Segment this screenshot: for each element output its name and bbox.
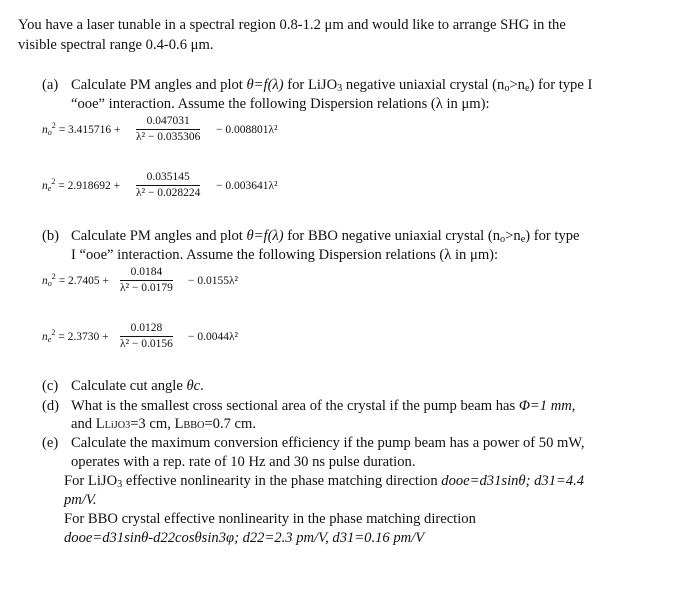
intro-line-2: visible spectral range 0.4-0.6 μm. — [18, 37, 214, 53]
part-a-label: (a) — [42, 77, 59, 93]
eq-b-e-tail: − 0.0044λ² — [188, 331, 239, 343]
part-e-line-3: For LiJO$_3$ effective nonlinearity in the phase matching direction dooe=d31sinθ; d31=4.4 — [64, 473, 585, 490]
part-d-line-1 — [71, 397, 575, 416]
eq-b-o-lhs: = 2.7405 + — [58, 275, 110, 287]
part-d-line2-mid: =3 cm, L — [130, 416, 184, 432]
eq-a-o-tail: − 0.008801λ² — [216, 124, 278, 136]
part-a-line1-mid2: negative uniaxial crystal (n — [342, 77, 505, 93]
part-d-line2-pre: and L — [71, 416, 105, 432]
part-b-label: (b) — [42, 228, 60, 244]
part-e-line3-post: effective nonlinearity in the phase matching direction — [122, 473, 442, 489]
intro-line-1: You have a laser tunable in a spectral region 0.8-1.2 μm and would like to arrange SHG in the — [18, 17, 566, 33]
eq-a-e: $n_e^2 = 2.918692$ + — [42, 177, 121, 193]
part-e-line3-formula: dooe=d31sinθ; d31=4.4 — [441, 473, 585, 489]
part-c-text: Calculate cut angle — [71, 378, 187, 394]
part-b-line-1: Calculate PM angles and plot θ=f(λ) for BBO negative uniaxial crystal $(n_o>n_e)$ for type — [71, 228, 580, 245]
part-e-line-1: Calculate the maximum conversion efficiency if the pump beam has a power of 50 mW, — [71, 435, 585, 451]
part-a-line1-post: ) for type I — [529, 77, 593, 93]
eq-a-e-den: λ² − 0.028224 — [136, 187, 201, 199]
part-c-sym: θc — [186, 378, 201, 394]
part-d-line2-post: =0.7 cm. — [204, 416, 257, 432]
part-d-line-2 — [71, 415, 256, 435]
part-e-line-5: For BBO crystal effective nonlinearity in the phase matching direction — [64, 511, 476, 527]
eq-a-o-lhs: = 3.415716 + — [58, 124, 121, 136]
eq-a-e-tail: − 0.003641λ² — [216, 180, 278, 192]
part-d-phi: Φ=1 mm, — [518, 398, 576, 414]
part-e-line3-pre: For LiJO — [64, 473, 118, 489]
part-a-line1-mid: for LiJO — [283, 77, 338, 93]
part-b-line1-post: for BBO negative uniaxial crystal (n — [283, 228, 501, 244]
eq-b-e-fraction — [120, 322, 173, 351]
part-b-line1-pre: Calculate PM angles and plot — [71, 228, 247, 244]
eq-a-o-den: λ² − 0.035306 — [136, 131, 201, 143]
eq-a-e-lhs: = 2.918692 + — [58, 180, 121, 192]
part-c-label: (c) — [42, 378, 59, 394]
part-d-line2-sub1: LiJO3 — [104, 420, 131, 431]
part-c-end: . — [200, 378, 204, 394]
eq-b-e-num: 0.0128 — [120, 322, 173, 337]
part-d-label: (d) — [42, 398, 60, 414]
eq-a-e-fraction — [136, 171, 200, 200]
part-e-line-6: dooe=d31sinθ-d22cosθsin3φ; d22=2.3 pm/V, d31=0.16 pm/V — [64, 530, 425, 546]
part-c-line — [71, 377, 204, 396]
part-e-line-2: operates with a rep. rate of 10 Hz and 30 ns pulse duration. — [71, 454, 416, 470]
part-b-line1-end: ) for type — [525, 228, 580, 244]
eq-b-e: $n_e^2 = 2.3730$ + — [42, 328, 109, 344]
eq-a-o: $n_o^2 = 3.415716$ + — [42, 121, 121, 137]
eq-b-o-tail: − 0.0155λ² — [188, 275, 239, 287]
part-b-theta: θ=f(λ) — [246, 228, 284, 244]
eq-a-o-num: 0.047031 — [136, 115, 200, 130]
eq-a-o-fraction — [136, 115, 200, 144]
part-a-line-1: Calculate PM angles and plot θ=f(λ) for LiJO$_3$ negative uniaxial crystal $(n_o>n_e)$ for type I — [71, 77, 593, 94]
part-a-line1-pre: Calculate PM angles and plot — [71, 77, 247, 93]
eq-b-o: $n_o^2 = 2.7405$ + — [42, 272, 110, 288]
part-e-label: (e) — [42, 435, 59, 451]
part-a-line-2: “ooe” interaction. Assume the following Dispersion relations (λ in μm): — [71, 96, 490, 112]
part-b-line-2: I “ooe” interaction. Assume the following Dispersion relations (λ in μm): — [71, 247, 499, 263]
eq-b-e-den: λ² − 0.0156 — [120, 338, 173, 350]
part-e-line-4: pm/V. — [64, 492, 97, 508]
part-d-line2-sub2: BBO — [183, 420, 205, 431]
eq-b-o-fraction — [120, 266, 173, 295]
eq-b-e-lhs: = 2.3730 + — [58, 331, 109, 343]
part-a-theta: θ=f(λ) — [246, 77, 284, 93]
eq-a-e-num: 0.035145 — [136, 171, 200, 186]
eq-b-o-num: 0.0184 — [120, 266, 173, 281]
eq-b-o-den: λ² − 0.0179 — [120, 282, 173, 294]
part-d-line1-text: What is the smallest cross sectional area of the crystal if the pump beam has — [71, 398, 519, 414]
